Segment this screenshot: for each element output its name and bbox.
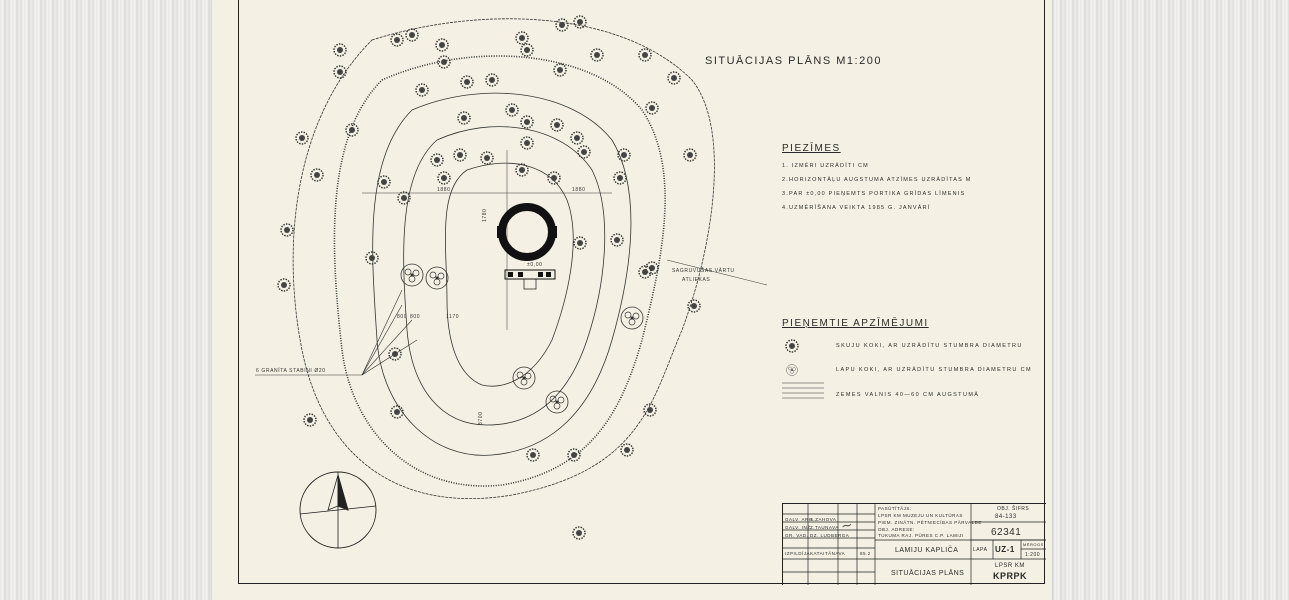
dim-right: 1880 bbox=[572, 187, 586, 193]
role-name: S.ZAHOVA bbox=[810, 517, 837, 522]
role-label: IZPILDĪJA bbox=[785, 551, 811, 556]
code-label: OBJ. ŠIFRS bbox=[997, 506, 1030, 512]
axis-lines bbox=[362, 150, 612, 330]
role-label: GALV. INŽ. bbox=[785, 525, 813, 530]
drawing-sheet bbox=[212, 0, 1052, 600]
scale-label: MĒROGS bbox=[1023, 542, 1044, 547]
deciduous-trees bbox=[401, 264, 643, 413]
north-arrow bbox=[300, 472, 376, 548]
chapel-plan bbox=[497, 207, 557, 289]
client-line: PIEM. ZINĀTN. PĒTNIECĪBAS PĀRVALDE bbox=[878, 520, 982, 525]
address-label: OBJ. ADRESE: bbox=[878, 527, 915, 532]
institute: LPSR KM bbox=[995, 563, 1025, 569]
scale: 1:200 bbox=[1025, 552, 1041, 558]
sheet-number: UZ-1 bbox=[995, 545, 1015, 554]
contour-lines bbox=[293, 19, 714, 499]
plan-title: SITUĀCIJAS PLĀNS M1:200 bbox=[705, 55, 882, 67]
dim-left: 1880 bbox=[437, 187, 451, 193]
code: 84-133 bbox=[995, 514, 1017, 520]
note-item: 3.PAR ±0,00 PIEŅEMTS PORTIKA GRĪDAS LĪMENIS bbox=[782, 191, 966, 197]
role-name: Z.TAUNAVA bbox=[810, 525, 839, 530]
role-name: KATAITĀNAVA bbox=[810, 551, 846, 556]
drawing-number: 62341 bbox=[991, 527, 1022, 538]
title-block bbox=[782, 503, 1046, 585]
legend-symbols bbox=[782, 340, 824, 398]
conifer-trees bbox=[278, 16, 700, 539]
legend-heading: PIEŅEMTIE APZĪMĒJUMI bbox=[782, 318, 929, 329]
role-name: DZ. LUDBERGA bbox=[810, 533, 850, 538]
legend-item: LAPU KOKI, AR UZRĀDĪTU STUMBRA DIAMETRU CM bbox=[836, 367, 1033, 373]
client-label: PASŪTĪTĀJS: bbox=[878, 506, 912, 511]
posts-label: 6 GRANĪTA STABIŅI Ø20 bbox=[256, 368, 326, 374]
dim-800: 800 bbox=[410, 314, 421, 320]
dim-3700: 3700 bbox=[478, 411, 484, 425]
signature: ~ bbox=[839, 516, 855, 536]
gate-label: SAGRUVUŠAS VĀRTU bbox=[672, 268, 735, 274]
note-item: 2.HORIZONTĀĻU AUGSTUMA ATZĪMES UZRĀDĪTAS M bbox=[782, 177, 972, 183]
date: 85.2 bbox=[860, 551, 871, 556]
sheet-label: LAPA bbox=[973, 547, 988, 553]
dim-1780: 1780 bbox=[482, 208, 488, 222]
note-item: 4.UZMĒRĪŠANA VEIKTA 1985 G. JANVĀRĪ bbox=[782, 205, 931, 211]
gate-label-2: ATLIEKAS bbox=[682, 277, 711, 283]
notes-heading: PIEZĪMES bbox=[782, 143, 841, 154]
client-line: LPSR KM MUZEJU UN KULTŪRAS bbox=[878, 513, 963, 518]
dim-1170: 1170 bbox=[446, 314, 460, 320]
institute-code: KPRPK bbox=[993, 571, 1028, 581]
role-label: GR. VAD. bbox=[785, 533, 809, 538]
legend-item: SKUJU KOKI, AR UZRĀDĪTU STUMBRA DIAMETRU bbox=[836, 343, 1023, 349]
role-label: GALV. ARH. bbox=[785, 517, 815, 522]
level-mark: ±0,00 bbox=[527, 262, 543, 268]
drawing-name: SITUĀCIJAS PLĀNS bbox=[891, 570, 965, 577]
building-name: LAMIJU KAPLIČA bbox=[895, 547, 959, 554]
address: TUKUMA RAJ. PŪRES C.P. LAMIJI bbox=[878, 533, 964, 538]
note-item: 1. IZMĒRI UZRĀDĪTI CM bbox=[782, 163, 869, 169]
legend-item: ZEMES VALNIS 40—60 CM AUGSTUMĀ bbox=[836, 392, 980, 398]
dim-800: 800 bbox=[397, 314, 408, 320]
